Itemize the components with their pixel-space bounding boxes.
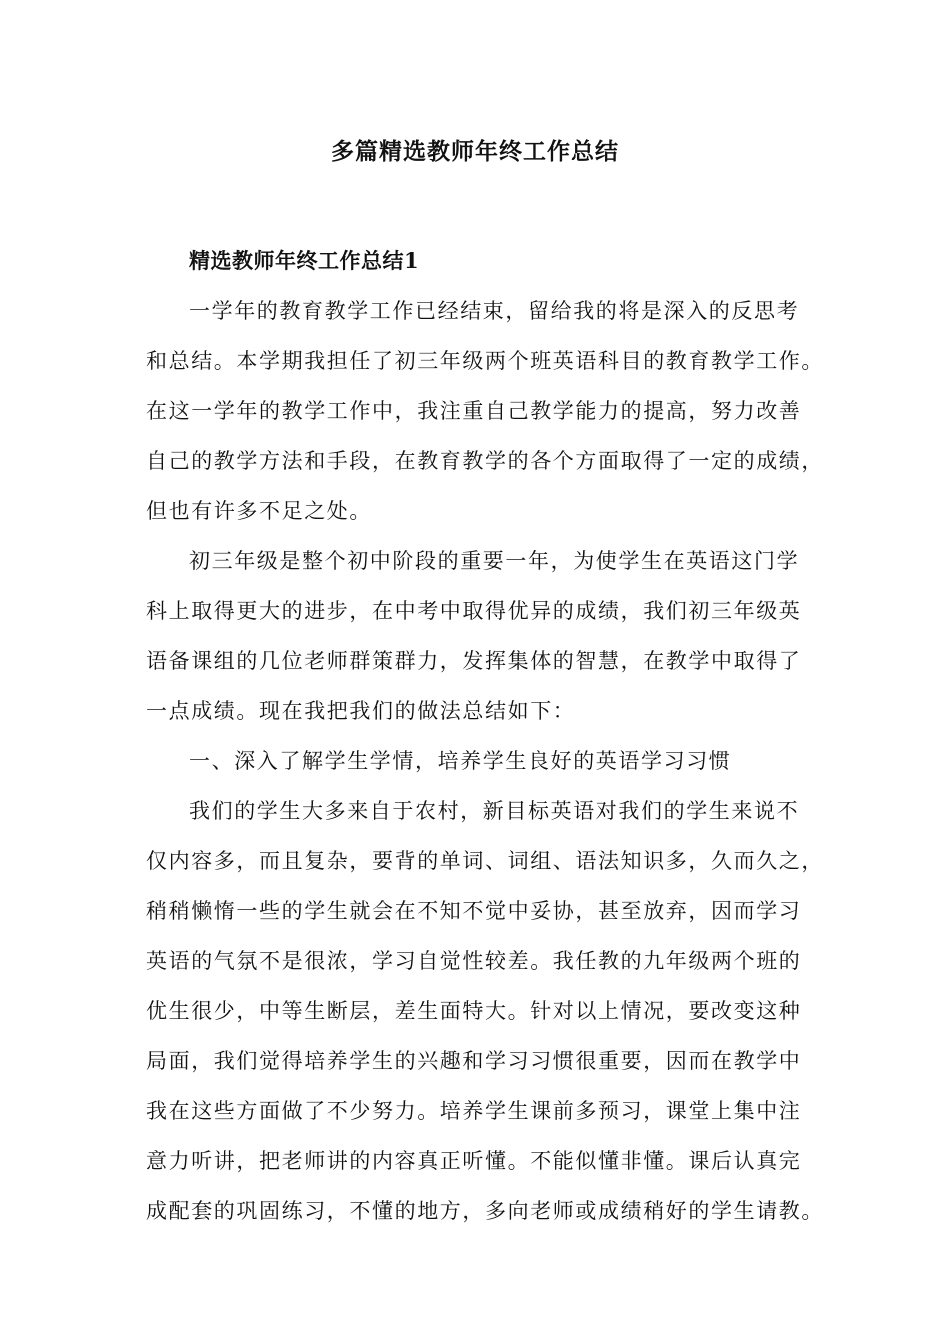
paragraph-line: 我在这些方面做了不少努力。培养学生课前多预习，课堂上集中注 bbox=[146, 1099, 802, 1123]
paragraph-line: 稍稍懒惰一些的学生就会在不知不觉中妥协，甚至放弃，因而学习 bbox=[146, 899, 802, 923]
paragraph-line: 英语的气氛不是很浓，学习自觉性较差。我任教的九年级两个班的 bbox=[146, 949, 802, 973]
document-title: 多篇精选教师年终工作总结 bbox=[331, 138, 619, 165]
paragraph-line: 我们的学生大多来自于农村，新目标英语对我们的学生来说不 bbox=[189, 799, 800, 823]
paragraph-line: 但也有许多不足之处。 bbox=[146, 499, 372, 523]
paragraph-line: 成配套的巩固练习，不懂的地方，多向老师或成绩稍好的学生请教。 bbox=[146, 1199, 824, 1223]
paragraph-line: 仅内容多，而且复杂，要背的单词、词组、语法知识多，久而久之， bbox=[146, 849, 824, 873]
paragraph-line: 语备课组的几位老师群策群力，发挥集体的智慧，在教学中取得了 bbox=[146, 649, 802, 673]
paragraph-line: 一学年的教育教学工作已经结束，留给我的将是深入的反思考 bbox=[189, 299, 800, 323]
document-body bbox=[146, 236, 828, 1236]
paragraph-line: 和总结。本学期我担任了初三年级两个班英语科目的教育教学工作。 bbox=[146, 349, 824, 373]
paragraph-line: 初三年级是整个初中阶段的重要一年，为使学生在英语这门学 bbox=[189, 549, 800, 573]
paragraph-line: 自己的教学方法和手段，在教育教学的各个方面取得了一定的成绩， bbox=[146, 449, 824, 473]
paragraph-line: 一点成绩。现在我把我们的做法总结如下： bbox=[146, 699, 576, 723]
paragraph-line: 优生很少，中等生断层，差生面特大。针对以上情况，要改变这种 bbox=[146, 999, 802, 1023]
paragraph-line: 科上取得更大的进步，在中考中取得优异的成绩，我们初三年级英 bbox=[146, 599, 802, 623]
paragraph-line: 在这一学年的教学工作中，我注重自己教学能力的提高，努力改善 bbox=[146, 399, 802, 423]
paragraph-line: 意力听讲，把老师讲的内容真正听懂。不能似懂非懂。课后认真完 bbox=[146, 1149, 802, 1173]
paragraph-line: 局面，我们觉得培养学生的兴趣和学习习惯很重要，因而在教学中 bbox=[146, 1049, 802, 1073]
subheading: 一、深入了解学生学情，培养学生良好的英语学习习惯 bbox=[189, 749, 732, 773]
section-heading: 精选教师年终工作总结1 bbox=[189, 248, 420, 273]
